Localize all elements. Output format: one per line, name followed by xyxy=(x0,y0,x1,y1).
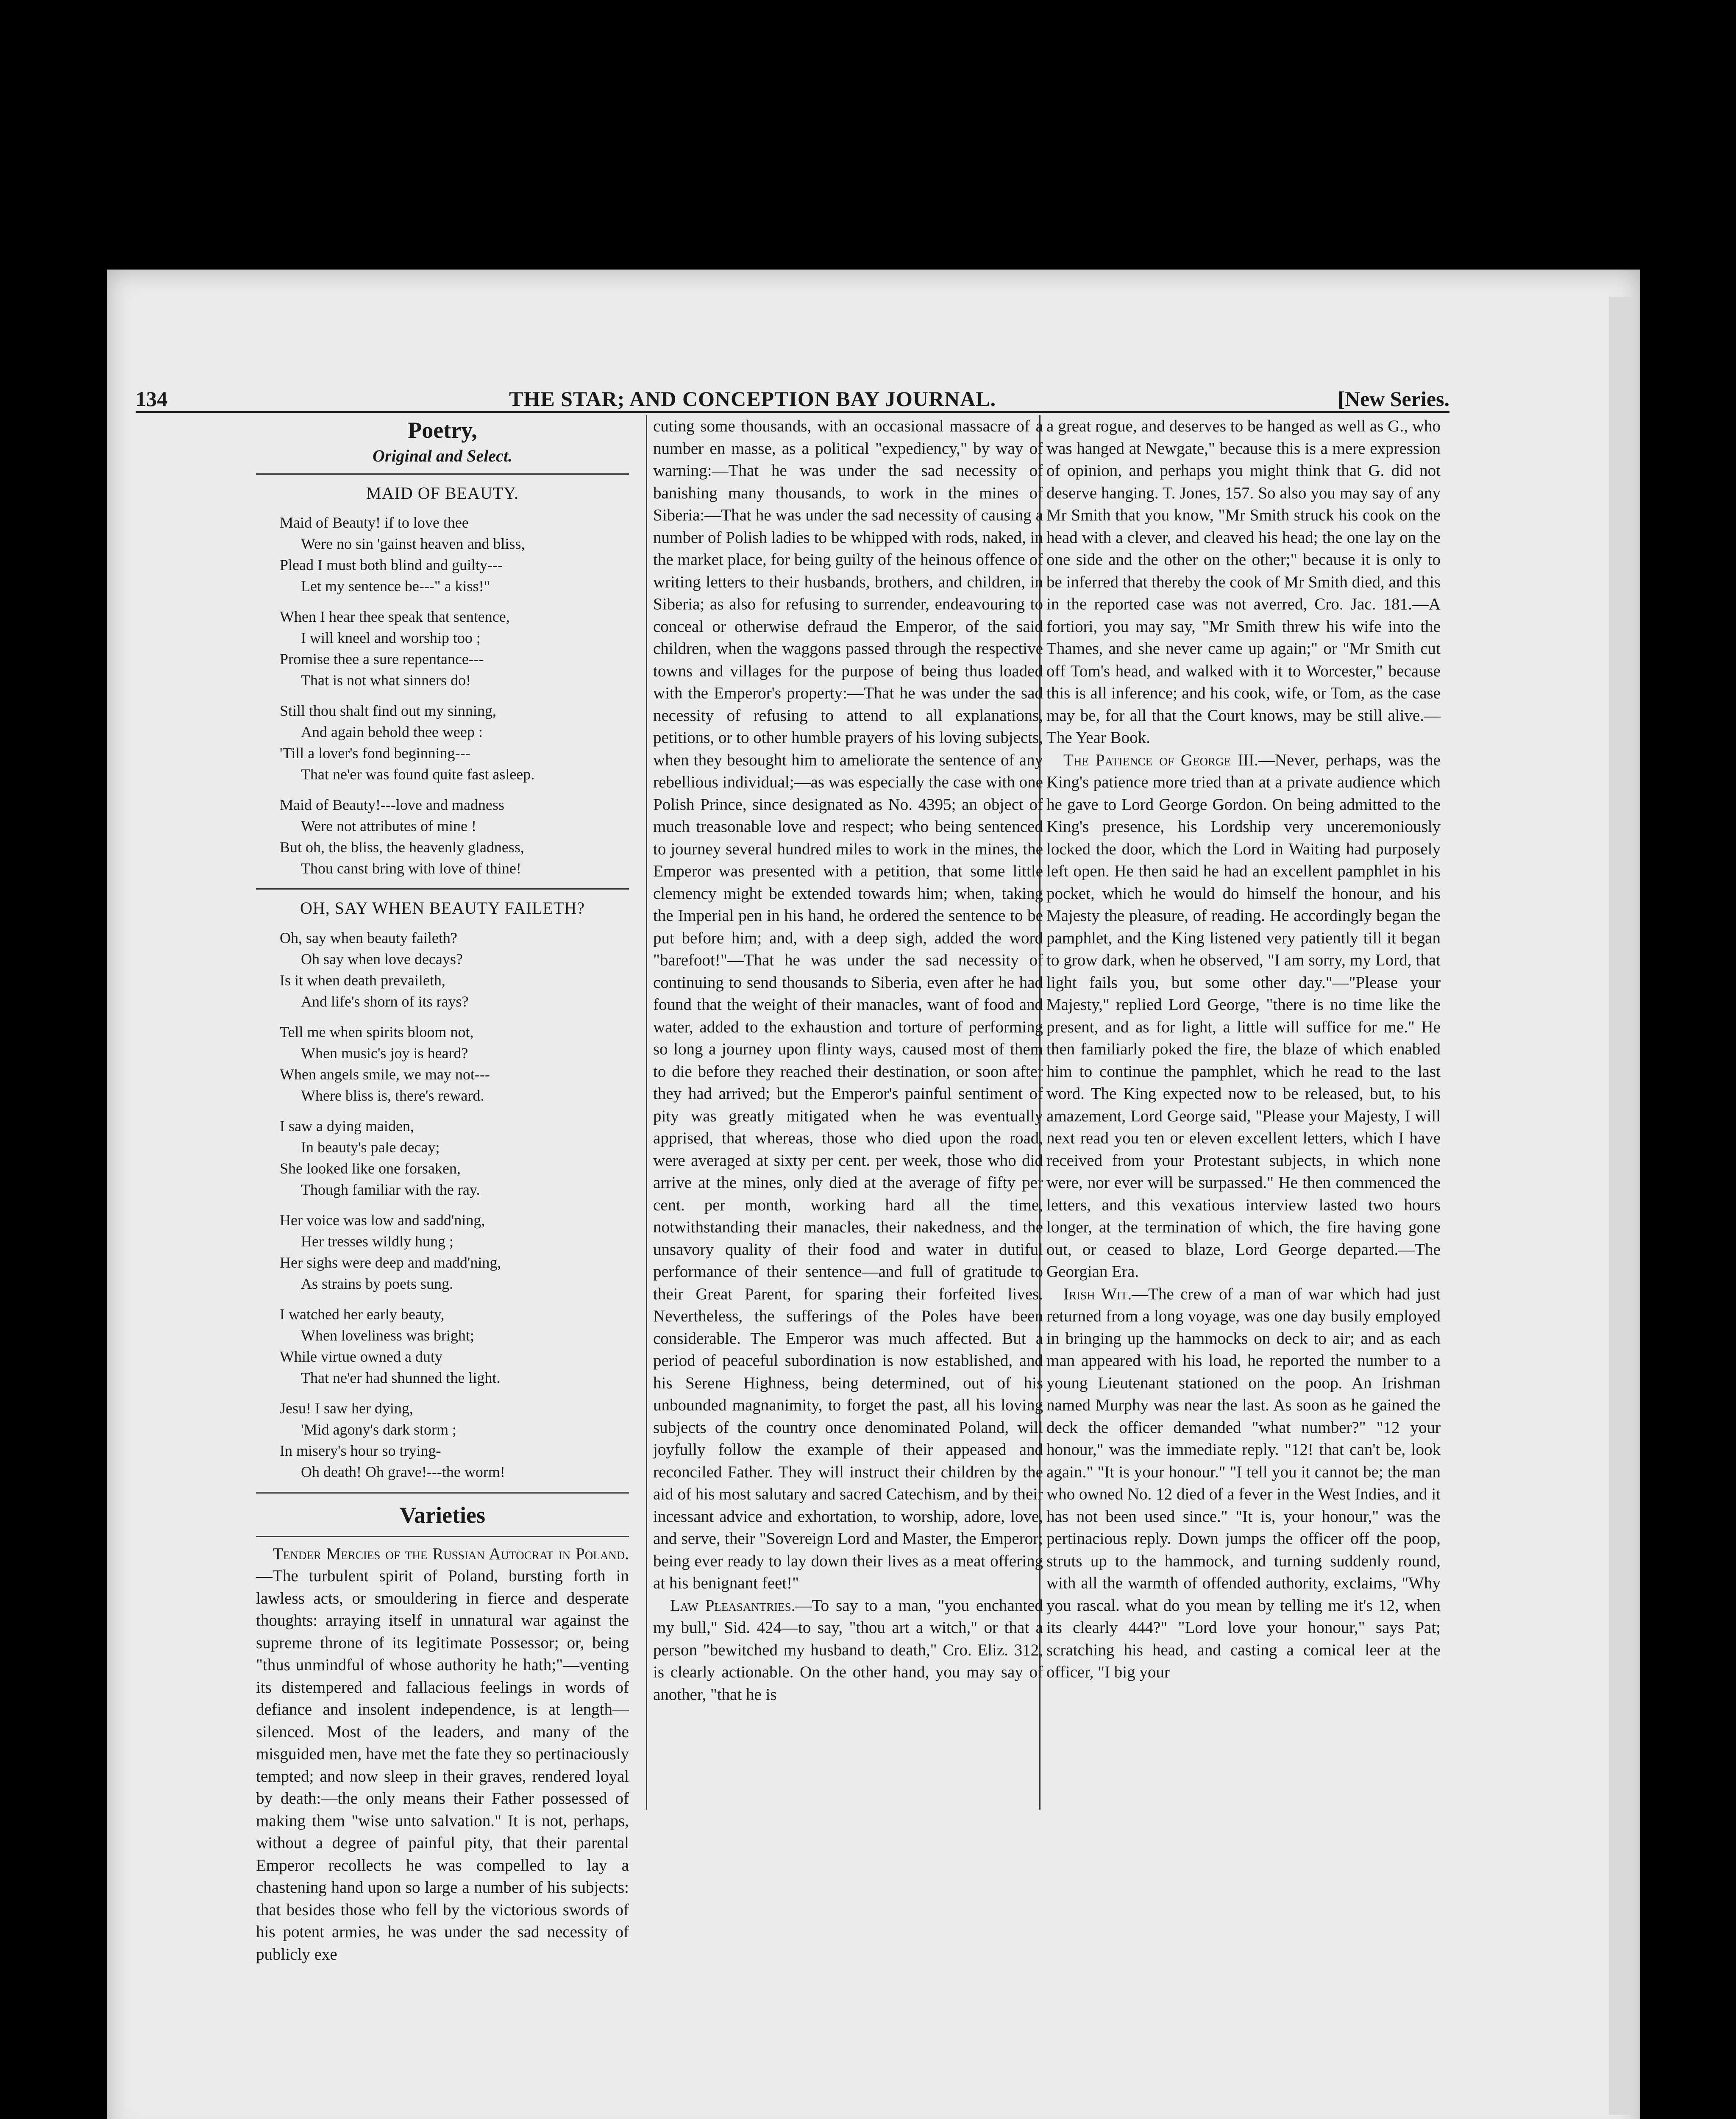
poem-stanza xyxy=(280,1115,629,1200)
poem-line: I saw a dying maiden, xyxy=(280,1117,414,1135)
poem-title: OH, SAY WHEN BEAUTY FAILETH? xyxy=(300,898,585,918)
poetry-subheading: Original and Select. xyxy=(372,446,513,465)
poem-line: Her sighs were deep and madd'ning, xyxy=(280,1254,501,1271)
journal-title: THE STAR; AND CONCEPTION BAY JOURNAL. xyxy=(509,387,996,411)
poem-line: 'Mid agony's dark storm ; xyxy=(301,1421,456,1438)
article-body: —The crew of a man of war which had just returned from a long voyage, was one day busily employed in bringing up the hammocks on deck to air; and as each man appeared with his load, he reported the number to a young Lieutenant stationed on the poop. An Irishman named Murphy was near the last. As soon as he gained the deck the officer demanded "what number?" "12 your honour," was the immediate reply. "12! that can't be, look again." "It is your honour." "I tell you it cannot be; the man who owned No. 12 died of a fever in the West Indies, and it has not been used since." "It is, your honour," was the pertinacious reply. Down jumps the officer off the poop, struts up to the hammock, and turning suddenly round, with all the warmth of offended authority, exclaims, "Why you rascal. what do you mean by telling me it's 12, when its clearly 444?" "Lord love your honour," says Pat; scratching his head, and casting a comical leer at the officer, "I big your xyxy=(1046,1285,1441,1681)
article-patience xyxy=(1046,749,1441,1283)
article-title: Tender Mercies of the Russian Autocrat in Poland. xyxy=(273,1544,629,1563)
article-body: —The turbulent spirit of Poland, bursting forth in lawless acts, or smouldering in fierce and desperate thoughts: arraying itself in unnatural war against the supreme throne of its legitimate Possessor; or, being "thus unmindful of whose authority he hath;"—venting its distempered and fallacious feelings in words of defiance and insolent independence, is at length—silenced. Most of the leaders, and many of the misguided men, have met the fate they so pertinaciously tempted; and now sleep in their graves, rendered loyal by death:—the only means their Father possessed of making them "wise unto salvation." It is not, perhaps, without a degree of painful pity, that their parental Emperor recollects he was compelled to lay a chastening hand upon so large a number of his subjects: that besides those who fell by the victorious swords of his potent armies, he was under the sad necessity of publicly exe xyxy=(256,1567,629,1963)
divider xyxy=(256,473,629,475)
poem-line: But oh, the bliss, the heavenly gladness, xyxy=(280,839,524,856)
poem-line: Were no sin 'gainst heaven and bliss, xyxy=(301,535,525,552)
poem-stanza xyxy=(280,1021,629,1106)
article-continuation: a great rogue, and deserves to be hanged as well as G., who was hanged at Newgate," because this is a mere expression of opinion, and perhaps you might think that G. did not deserve hanging. T. Jones, 157. So also you may say of any Mr Smith that you know, "Mr Smith struck his cook on the head with a clever, and cleaved his head; the one lay on the one side and the other on the other;" because it is only to be inferred that thereby the cook of Mr Smith died, and this in the reported case was not averred, Cro. Jac. 181.—A fortiori, you may say, "Mr Smith threw his wife into the Thames, and she never came up again;" or "Mr Smith cut off Tom's head, and walked with it to Worcester," because this is all inference; and his cook, wife, or Tom, as the case may be, for all that the Court knows, may be still alive.—The Year Book. xyxy=(1046,417,1441,747)
article-law xyxy=(653,1595,1043,1706)
poem-line: That ne'er had shunned the light. xyxy=(301,1369,501,1386)
poem-stanza xyxy=(280,1210,629,1294)
poems xyxy=(256,482,629,1482)
poem-line: As strains by poets sung. xyxy=(301,1275,453,1292)
poem-stanza xyxy=(280,1304,629,1388)
poem-line: Let my sentence be---" a kiss!" xyxy=(301,578,490,595)
page-header xyxy=(136,373,1449,413)
poem-line: In beauty's pale decay; xyxy=(301,1138,440,1156)
poem-line: Oh death! Oh grave!---the worm! xyxy=(301,1463,505,1480)
poem-line: And again behold thee weep : xyxy=(301,723,483,740)
article-title: The Patience of George III. xyxy=(1063,751,1258,769)
poem-stanza xyxy=(280,1398,629,1482)
article-body: —To say to a man, "you enchanted my bull," Sid. 424—to say, "thou art a witch," or that a person "bewitched my husband to death," Cro. Eliz. 312, is clearly actionable. On the other hand, you may say of another, "that he is xyxy=(653,1596,1043,1704)
poem-line: When angels smile, we may not--- xyxy=(280,1065,490,1083)
poem-line: Where bliss is, there's reward. xyxy=(301,1087,484,1104)
poem-title: MAID OF BEAUTY. xyxy=(366,483,519,503)
poem-line: Though familiar with the ray. xyxy=(301,1181,480,1198)
poem-line: When I hear thee speak that sentence, xyxy=(280,608,510,625)
poem-line: While virtue owned a duty xyxy=(280,1348,442,1365)
article-russian xyxy=(256,1543,629,1966)
divider xyxy=(256,888,629,890)
poem-stanza xyxy=(280,794,629,879)
poem-line: Promise thee a sure repentance--- xyxy=(280,651,484,667)
article-title: Irish Wit. xyxy=(1063,1285,1132,1303)
poem-stanza xyxy=(280,927,629,1012)
poem-line: 'Till a lover's fond beginning--- xyxy=(280,745,470,762)
article-irish xyxy=(1046,1283,1441,1684)
poem-line: Still thou shalt find out my sinning, xyxy=(280,702,497,719)
poem-line: Is it when death prevaileth, xyxy=(280,971,445,989)
poem-stanza xyxy=(280,606,629,691)
poem-line: Maid of Beauty! if to love thee xyxy=(280,514,469,531)
poem-stanza xyxy=(280,512,629,597)
poem-line: And life's shorn of its rays? xyxy=(301,993,469,1010)
poem-line: Oh, say when beauty faileth? xyxy=(280,929,457,946)
column-3 xyxy=(1039,415,1441,1810)
poem-stanza xyxy=(280,700,629,785)
poem-line: I watched her early beauty, xyxy=(280,1305,445,1323)
poem-line: In misery's hour so trying- xyxy=(280,1442,441,1459)
article-body: —Never, perhaps, was the King's patience more tried than at a private audience which he gave to Lord George Gordon. On being admitted to the King's presence, his Lordship very unceremoniously locked the door, which the Lord in Waiting had purposely left open. He then said he had an excellent pamphlet in his pocket, which he would do himself the honour, and his Majesty the pleasure, of reading. He accordingly began the pamphlet, and the King listened very patiently till it began to grow dark, when he observed, "I am sorry, my Lord, that light fails you, but some other day."—"Please your Majesty," replied Lord George, "there is no time like the present, and as for light, a little will suffice for me." He then familiarly poked the fire, the blaze of which enabled him to continue the pamphlet, which he read to the last word. The King expected now to be released, but, to his amazement, Lord George said, "Please your Majesty, I will next read you ten or eleven excellent letters, which I have received from your Protestant subjects, in which none were, nor ever will be surpassed." He then commenced the letters, and this vexatious interview lasted two hours longer, at the termination of which, the fire having gone out, or ceased to blaze, Lord George departed.—The Georgian Era. xyxy=(1046,751,1441,1281)
poem-line: Jesu! I saw her dying, xyxy=(280,1399,413,1417)
poem-line: Oh say when love decays? xyxy=(301,950,463,968)
page-edge xyxy=(1609,297,1634,2115)
article-title: Law Pleasantries. xyxy=(670,1596,796,1615)
poem-line: Maid of Beauty!---love and madness xyxy=(280,796,504,813)
column-2 xyxy=(646,415,1043,1810)
poem-line: When music's joy is heard? xyxy=(301,1044,468,1062)
poem-line: Thou canst bring with love of thine! xyxy=(301,860,521,877)
poetry-heading: Poetry, xyxy=(408,417,477,443)
page-number: 134 xyxy=(136,387,167,411)
article-continuation: cuting some thousands, with an occasional massacre of a number en masse, as a political "expediency," by way of warning:—That he was under the sad necessity of banishing many thousands, to work in the mines of Siberia:—That he was under the sad necessity of causing a number of Polish ladies to be whipped with rods, naked, in the market place, for being guilty of the heinous offence of writing letters to their husbands, brothers, and children, in Siberia; as also for refusing to surrender, endeavouring to conceal or otherwise defraud the Emperor, of the said children, when the waggons passed through the respective towns and villages for the purpose of being thus loaded with the Emperor's property:—That he was under the sad necessity of refusing to attend to all explanations, petitions, or to other humble prayers of his loving subjects, when they besought him to ameliorate the sentence of any rebellious individual;—as was especially the case with one Polish Prince, since designated as No. 4395; an object of much treasonable love and respect; who being sentenced to journey several hundred miles to work in the mines, the Emperor was presented with a petition, that some little clemency might be extended towards him; when, taking the Imperial pen in his hand, he ordered the sentence to be put before him; and, with a deep sigh, added the word "barefoot!"—That he was under the sad necessity of continuing to send thousands to Siberia, even after he had found that the weight of their manacles, want of food and water, added to the exhaustion and torture of performing so long a journey upon flinty ways, caused most of them to die before they reached their destination, or soon after they had arrived; but the Emperor's painful sentiment of pity was greatly mitigated when he was eventually apprised, that whereas, those who died upon the road, were averaged at sixty per cent. per week, those who did arrive at the mines, only died at the average of fifty per cent. per month, working hard all the time, notwithstanding their manacles, their nakedness, and the unsavory quality of their food and water in dutiful performance of their sentence—and full of gratitude to their Great Parent, for sparing their forfeited lives. Nevertheless, the sufferings of the Poles have been considerable. The Emperor was much affected. But a period of peaceful subordination is now established, and his Serene Highness, being determined, out of his unbounded magnanimity, to forget the past, all his loving subjects of the country once denominated Poland, will joyfully follow the example of their appeased and reconciled Father. They will instruct their children by the aid of his most salutary and sacred Catechism, and by their incessant advice and exhortation, to worship, adore, love, and serve, their "Sovereign Lord and Master, the Emperor; being ever ready to lay down their lives as a meat offering at his benignant feet!" xyxy=(653,417,1043,1592)
divider xyxy=(256,1536,629,1537)
poem-line: Her tresses wildly hung ; xyxy=(301,1232,453,1250)
column-1 xyxy=(256,415,629,1963)
poem-line: Her voice was low and sadd'ning, xyxy=(280,1211,485,1229)
poem-line: That ne'er was found quite fast asleep. xyxy=(301,766,535,783)
poem-line: I will kneel and worship too ; xyxy=(301,629,481,646)
poem-line: She looked like one forsaken, xyxy=(280,1160,461,1177)
varieties-heading: Varieties xyxy=(400,1502,485,1528)
series-label: [New Series. xyxy=(1338,387,1449,411)
poem-line: Were not attributes of mine ! xyxy=(301,818,476,834)
poem-line: Plead I must both blind and guilty--- xyxy=(280,556,503,573)
poem-line: That is not what sinners do! xyxy=(301,672,471,689)
poem-line: When loveliness was bright; xyxy=(301,1326,474,1344)
divider xyxy=(256,1492,629,1494)
poem-line: Tell me when spirits bloom not, xyxy=(280,1023,474,1040)
